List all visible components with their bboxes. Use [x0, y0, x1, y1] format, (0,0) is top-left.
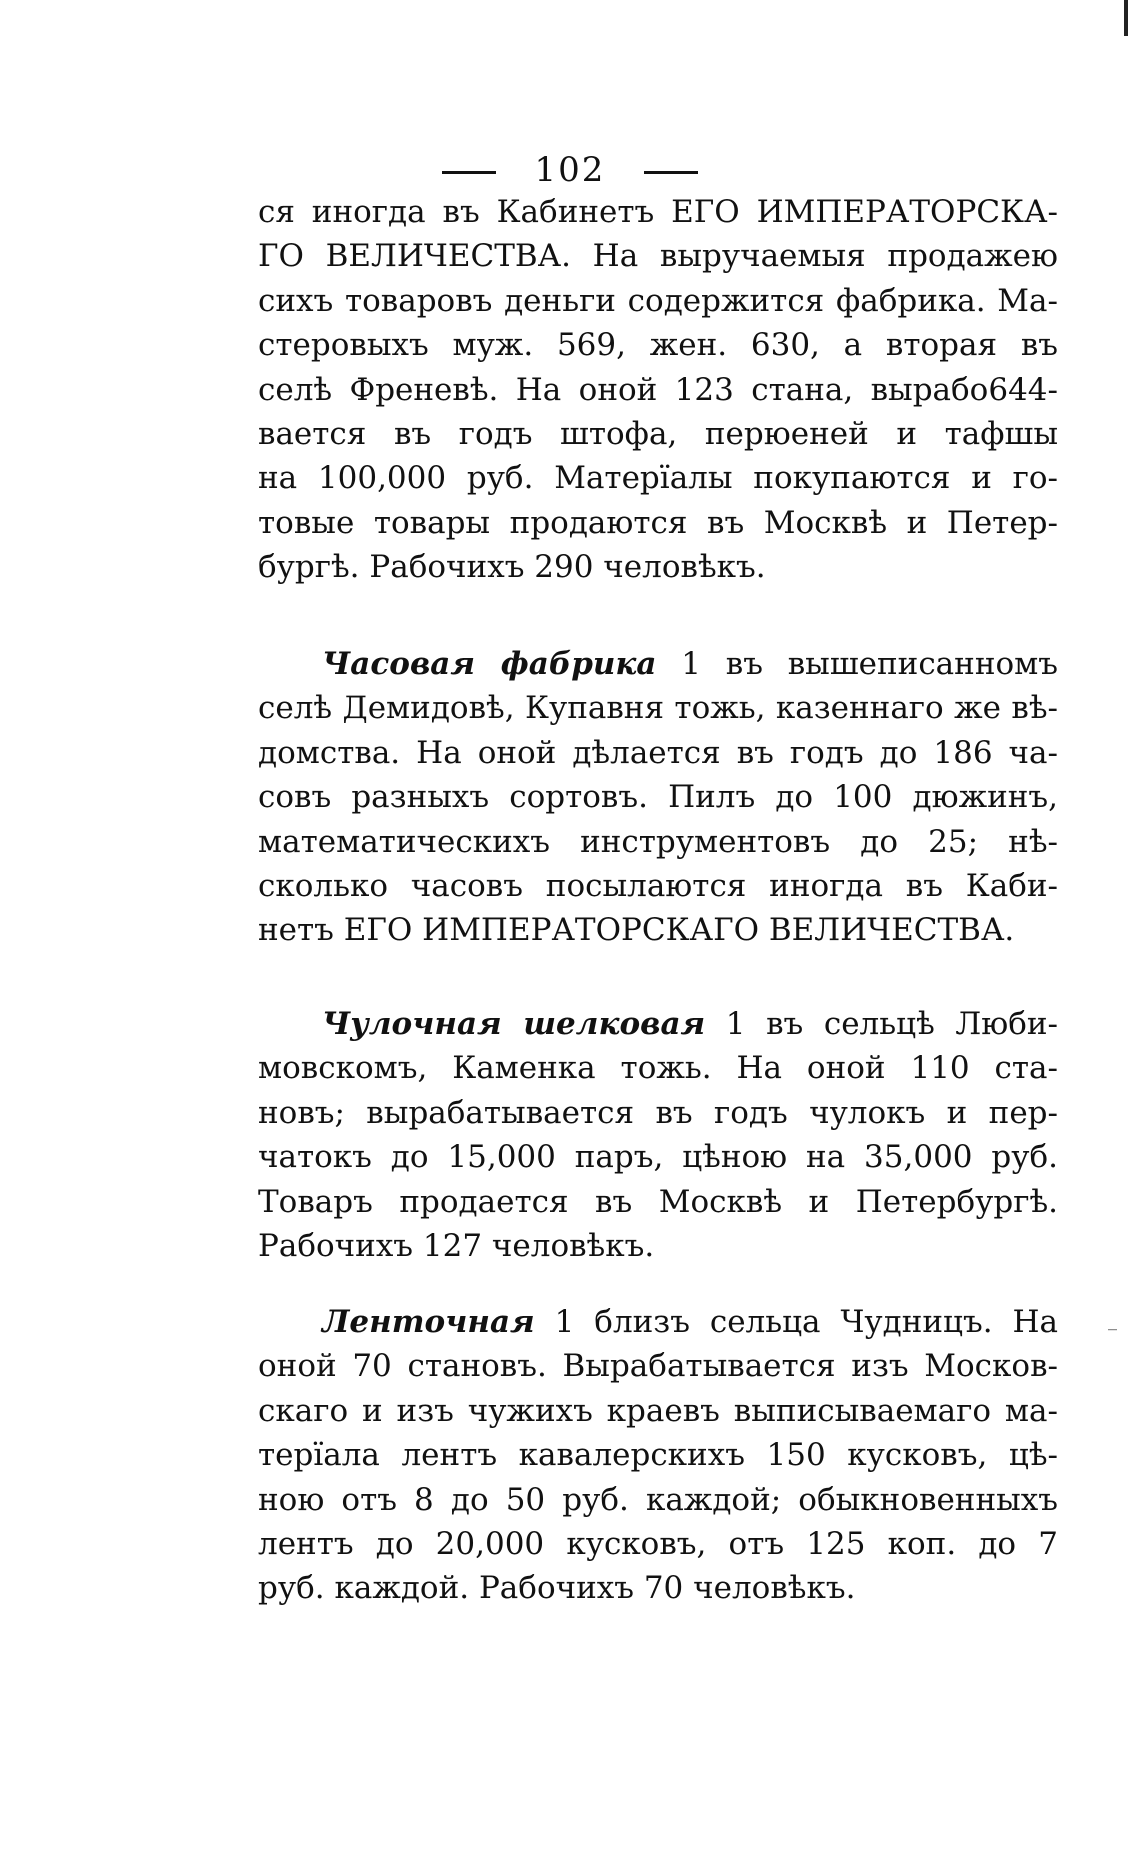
- page-number: 102: [534, 150, 606, 190]
- text-line: оной 70 становъ. Вырабатывается изъ Москов-: [258, 1348, 1058, 1385]
- margin-mark: _: [1108, 1310, 1117, 1331]
- paragraph-ribbon: [258, 1300, 1058, 1611]
- text-line: нетъ ЕГО ИМПЕРАТОРСКАГО ВЕЛИЧЕСТВА.: [258, 912, 1015, 949]
- paragraph-silk-hosiery: [258, 1002, 1058, 1268]
- header-dash-left: [442, 171, 496, 174]
- text-line: ною отъ 8 до 50 руб. каждой; обыкновенныхъ: [258, 1481, 1058, 1518]
- header-dash-right: [644, 171, 698, 174]
- text-line: ГО ВЕЛИЧЕСТВА. На выручаемыя продажею: [258, 238, 1058, 275]
- text-run: 1 близъ сельца Чудницъ. На: [534, 1304, 1058, 1340]
- text-line: ся иногда въ Кабинетъ ЕГО ИМПЕРАТОРСКА-: [258, 194, 1058, 230]
- text-line: домства. На оной дѣлается въ годъ до 186 ча-: [258, 734, 1058, 771]
- paragraph-1: [258, 190, 1058, 590]
- text-line: селѣ Френевѣ. На оной 123 стана, вырабо644-: [258, 371, 1058, 408]
- text-line: сколько часовъ посылаются иногда въ Каби-: [258, 868, 1058, 905]
- text-line: терїала лентъ кавалерскихъ 150 кусковъ, цѣ-: [258, 1437, 1058, 1474]
- text-line: мовскомъ, Каменка тожь. На оной 110 ста-: [258, 1050, 1058, 1087]
- text-line: [258, 642, 1058, 686]
- text-line: Товаръ продается въ Москвѣ и Петербургѣ.: [258, 1183, 1058, 1220]
- paragraph-title: Ленточная: [322, 1304, 535, 1340]
- text-line: [258, 1002, 1058, 1046]
- text-line: сихъ товаровъ деньги содержится фабрика. Ма-: [258, 282, 1058, 319]
- text-line: [258, 1300, 1058, 1344]
- text-line: бургѣ. Рабочихъ 290 человѣкъ.: [258, 549, 766, 586]
- page-header: [0, 150, 1140, 190]
- text-line: на 100,000 руб. Матерїалы покупаются и го-: [258, 460, 1058, 497]
- text-line: Рабочихъ 127 человѣкъ.: [258, 1228, 655, 1265]
- text-line: селѣ Демидовѣ, Купавня тожь, казеннаго же вѣ-: [258, 690, 1058, 727]
- text-line: скаго и изъ чужихъ краевъ выписываемаго ма-: [258, 1392, 1058, 1429]
- text-line: чатокъ до 15,000 паръ, цѣною на 35,000 руб.: [258, 1139, 1058, 1176]
- text-line: новъ; вырабатывается въ годъ чулокъ и пер-: [258, 1094, 1058, 1131]
- paragraph-clock-factory: [258, 642, 1058, 953]
- text-line: вается въ годъ штофа, перюеней и тафшы: [258, 416, 1058, 453]
- text-line: лентъ до 20,000 кусковъ, отъ 125 коп. до 7: [258, 1526, 1058, 1563]
- text-run: 1 въ вышеписанномъ: [656, 646, 1058, 682]
- text-line: руб. каждой. Рабочихъ 70 человѣкъ.: [258, 1570, 856, 1607]
- paragraph-title: Чулочная шелковая: [322, 1006, 706, 1042]
- text-line: математическихъ инструментовъ до 25; нѣ-: [258, 823, 1058, 860]
- text-line: стеровыхъ муж. 569, жен. 630, а вторая въ: [258, 327, 1058, 364]
- text-line: совъ разныхъ сортовъ. Пилъ до 100 дюжинъ,: [258, 779, 1058, 816]
- paragraph-title: Часовая фабрика: [322, 646, 657, 682]
- text-line: товые товары продаются въ Москвѣ и Петер-: [258, 504, 1058, 541]
- scan-edge-mark: [1124, 0, 1128, 36]
- text-run: 1 въ сельцѣ Люби-: [705, 1006, 1058, 1042]
